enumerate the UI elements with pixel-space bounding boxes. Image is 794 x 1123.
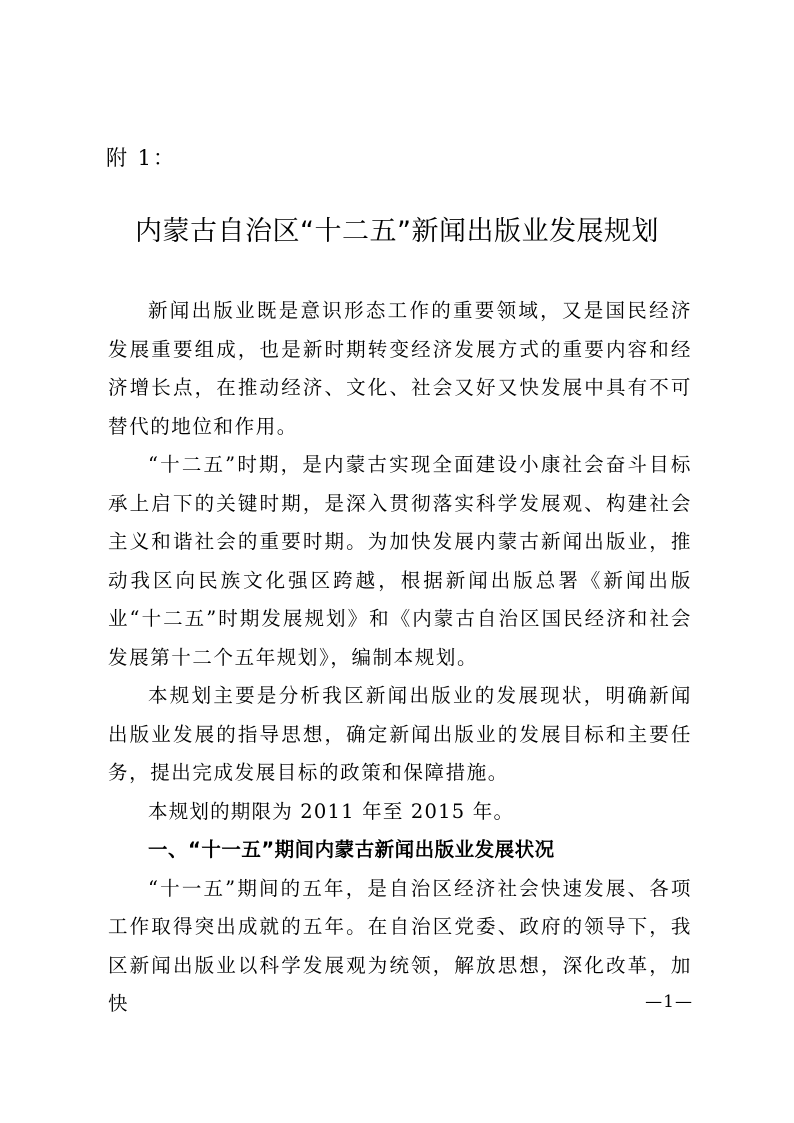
annex-label: 附 1： (106, 146, 177, 170)
section-heading: 一、“十一五”期间内蒙古新闻出版业发展状况 (148, 838, 555, 861)
paragraph-scope: 本规划主要是分析我区新闻出版业的发展现状，明确新闻出版业发展的指导思想，确定新闻出版业的发展目标和主要任务，提出完成发展目标的政策和保障措施。 (108, 684, 692, 784)
document-body (108, 292, 692, 1024)
paragraph-intro: 新闻出版业既是意识形态工作的重要领域，又是国民经济发展重要组成，也是新时期转变经济发展方式的重要内容和经济增长点，在推动经济、文化、社会又好又快发展中具有不可替代的地位和作用。 (108, 299, 692, 438)
paragraph-section-one: “十一五”期间的五年，是自治区经济社会快速发展、各项工作取得突出成就的五年。在自治区党委、政府的领导下，我区新闻出版业以科学发展观为统领，解放思想，深化改革，加快 (108, 876, 692, 1015)
paragraph-period: “十二五”时期，是内蒙古实现全面建设小康社会奋斗目标承上启下的关键时期，是深入贯彻落实科学发展观、构建社会主义和谐社会的重要时期。为加快发展内蒙古新闻出版业，推动我区向民族文化强区跨越，根据新闻出版总署《新闻出版业“十二五”时期发展规划》和《内蒙古自治区国民经济和社会发展第十二个五年规划》，编制本规划。 (108, 453, 692, 669)
paragraph-term: 本规划的期限为 2011 年至 2015 年。 (148, 799, 515, 823)
document-title: 内蒙古自治区“十二五”新闻出版业发展规划 (135, 216, 659, 247)
page-number: —1— (645, 992, 693, 1012)
